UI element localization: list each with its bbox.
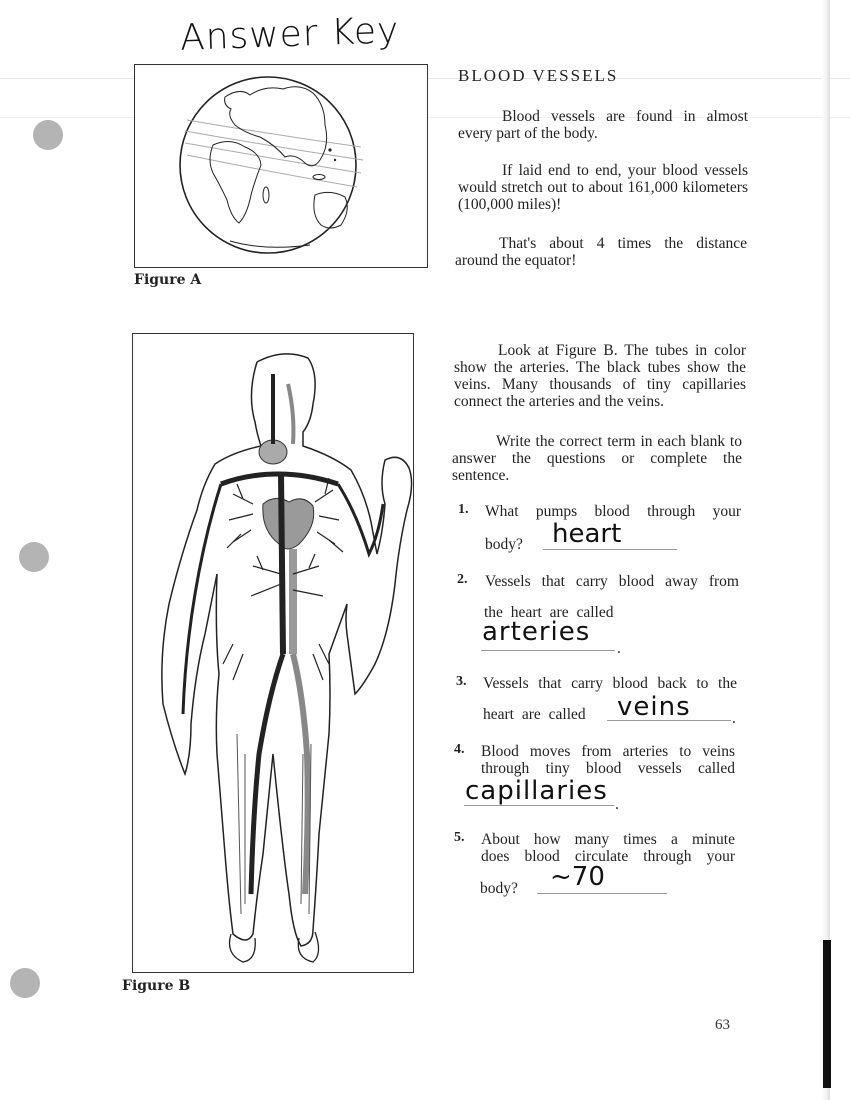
instruction-paragraph-1: [454, 342, 746, 410]
punch-hole-middle: [19, 542, 49, 572]
question-5-line-1: About how many times a minute: [481, 831, 735, 848]
circulatory-system-figure-icon: [133, 334, 413, 972]
figure-a-frame: [134, 64, 428, 268]
question-3-answer: veins: [617, 692, 691, 722]
question-4-answer: capillaries: [465, 776, 608, 806]
question-1-answer: heart: [552, 519, 622, 549]
page-spine-shadow: [822, 0, 830, 1100]
question-2-answer: arteries: [482, 617, 591, 647]
punch-hole-bottom: [10, 968, 40, 998]
question-5-answer: ~70: [550, 862, 605, 892]
question-1-number: 1.: [458, 502, 469, 517]
question-4-line-2: through tiny blood vessels called: [481, 760, 735, 777]
intro-paragraph-3: [455, 235, 747, 269]
question-3-number: 3.: [456, 674, 467, 689]
question-5-answer-blank[interactable]: [537, 893, 667, 894]
question-5-line-3: body?: [480, 880, 518, 897]
question-2-line-1: Vessels that carry blood away from: [485, 573, 739, 590]
page-number: 63: [715, 1017, 730, 1033]
question-5-line-2: does blood circulate through your: [481, 848, 735, 865]
globe-icon: [135, 65, 427, 267]
question-2-answer-blank[interactable]: [481, 650, 615, 651]
section-title: BLOOD VESSELS: [458, 66, 619, 85]
instruction-paragraph-2: [452, 433, 742, 484]
answer-key-handwritten: Answer Key: [179, 10, 400, 59]
question-4-number: 4.: [454, 742, 465, 757]
intro-paragraph-2-text: If laid end to end, your blood vessels would stretch out to about 161,000 kilometers (100,000 miles)!: [458, 162, 748, 213]
question-2-number: 2.: [457, 572, 468, 587]
question-1-line-1: What pumps blood through your: [485, 503, 741, 520]
intro-paragraph-3-text: That's about 4 times the distance around the equator!: [455, 235, 747, 269]
figure-a-label: Figure A: [134, 272, 202, 288]
instruction-paragraph-2-text: Write the correct term in each blank to answer the questions or complete the sentence.: [452, 433, 742, 484]
question-3-suffix: .: [732, 710, 736, 727]
instruction-paragraph-1-text: Look at Figure B. The tubes in color show the arteries. The black tubes show the veins. Many thousands of tiny capillaries connect the arteries and the veins.: [454, 342, 746, 410]
figure-b-label: Figure B: [122, 978, 191, 994]
question-2-suffix: .: [617, 640, 621, 657]
question-3-line-2: heart are called: [483, 706, 586, 723]
question-5-number: 5.: [454, 830, 465, 845]
question-4-suffix: .: [615, 796, 619, 813]
question-4-line-1: Blood moves from arteries to veins: [481, 743, 735, 760]
question-1-line-2: body?: [485, 536, 523, 553]
page-edge-shadow: [823, 940, 831, 1088]
intro-paragraph-1-text: Blood vessels are found in almost every part of the body.: [458, 108, 748, 142]
question-2-line-2: the heart are called: [484, 604, 614, 621]
intro-paragraph-2: [458, 162, 748, 213]
intro-paragraph-1: [458, 108, 748, 142]
figure-b-frame: [132, 333, 414, 973]
question-1-answer-blank[interactable]: [543, 549, 677, 550]
punch-hole-top: [33, 120, 63, 150]
question-3-line-1: Vessels that carry blood back to the: [483, 675, 737, 692]
